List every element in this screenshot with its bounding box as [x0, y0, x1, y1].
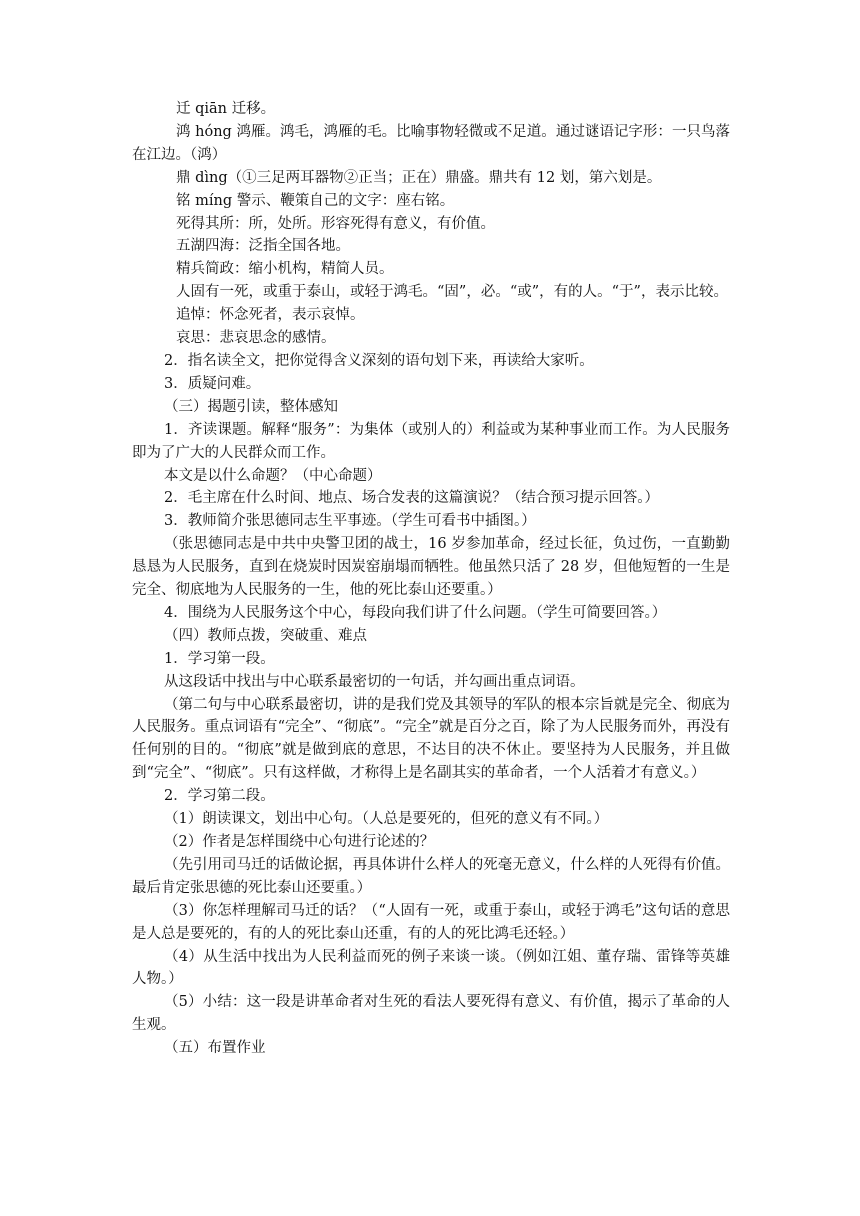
- lesson-plan-body: [132, 98, 730, 1060]
- paragraph: 哀思：悲哀思念的感情。: [176, 330, 336, 347]
- paragraph: 鼎 dìng（①三足两耳器物②正当；正在）鼎盛。鼎共有 12 划，第六划是。: [176, 169, 662, 186]
- paragraph: （3）你怎样理解司马迁的话？（“人固有一死，或重于泰山，或轻于鸿毛”这句话的意思是人总是要死的，有的人的死比泰山还重，有的人的死比鸿毛还轻。）: [132, 902, 730, 942]
- paragraph: 鸿 hóng 鸿雁。鸿毛，鸿雁的毛。比喻事物轻微或不足道。通过谜语记字形：一只鸟落在江边。（鸿）: [132, 123, 730, 163]
- paragraph: 精兵简政：缩小机构，精简人员。: [176, 261, 394, 278]
- paragraph: 铭 míng 警示、鞭策自己的文字：座右铭。: [176, 192, 455, 209]
- paragraph: 从这段话中找出与中心联系最密切的一句话，并勾画出重点词语。: [164, 673, 585, 690]
- paragraph: 追悼：怀念死者，表示哀悼。: [176, 307, 365, 324]
- paragraph: 人固有一死，或重于泰山，或轻于鸿毛。“固”，必。“或”，有的人。“于”，表示比较。: [176, 284, 728, 301]
- paragraph: （第二句与中心联系最密切，讲的是我们党及其领导的军队的根本宗旨就是完全、彻底为人民服务。重点词语有“完全”、“彻底”。“完全”就是百分之百，除了为人民服务而外，再没有任何别的目的。“彻底”就是做到底的意思，不达目的决不休止。要坚持为人民服务，并且做到“完全”、“彻底”。只有这样做，才称得上是名副其实的革命者，一个人活着才有意义。）: [132, 696, 730, 782]
- paragraph: （张思德同志是中共中央警卫团的战士，16 岁参加革命，经过长征，负过伤，一直勤勤恳恳为人民服务，直到在烧炭时因炭窑崩塌而牺牲。他虽然只活了 28 岁，但他短暂的一生是完全、彻底地为人民服务的一生，他的死比泰山还要重。）: [132, 536, 730, 599]
- paragraph: 五湖四海：泛指全国各地。: [176, 238, 350, 255]
- paragraph: 1．学习第一段。: [164, 650, 275, 667]
- paragraph: 死得其所：所，处所。形容死得有意义，有价值。: [176, 215, 495, 232]
- section-heading: （五）布置作业: [164, 1040, 266, 1057]
- paragraph: 3．质疑问难。: [164, 375, 261, 392]
- paragraph: 4．围绕为人民服务这个中心，每段向我们讲了什么问题。（学生可简要回答。）: [164, 604, 667, 621]
- paragraph: 1．齐读课题。解释“服务”：为集体（或别人的）利益或为某种事业而工作。为人民服务即为了广大的人民群众而工作。: [132, 421, 730, 461]
- paragraph: （4）从生活中找出为人民利益而死的例子来谈一谈。（例如江姐、董存瑞、雷锋等英雄人物。）: [132, 948, 730, 988]
- paragraph: （5）小结：这一段是讲革命者对生死的看法人要死得有意义、有价值，揭示了革命的人生观。: [132, 994, 730, 1034]
- paragraph: （2）作者是怎样围绕中心句进行论述的？: [164, 834, 435, 850]
- paragraph: （1）朗读课文，划出中心句。（人总是要死的，但死的意义有不同。）: [164, 811, 609, 828]
- paragraph: （先引用司马迁的话做论据，再具体讲什么样人的死毫无意义，什么样的人死得有价值。最后肯定张思德的死比泰山还要重。）: [132, 856, 730, 896]
- section-heading: （四）教师点拨，突破重、难点: [164, 627, 367, 644]
- paragraph: 3．教师简介张思德同志生平事迹。（学生可看书中插图。）: [164, 513, 536, 530]
- paragraph: 本文是以什么命题？（中心命题）: [164, 467, 382, 484]
- paragraph: 迁 qiān 迁移。: [176, 101, 276, 117]
- paragraph: 2．学习第二段。: [164, 788, 275, 805]
- paragraph: 2．指名读全文，把你觉得含义深刻的语句划下来，再读给大家听。: [164, 352, 594, 369]
- paragraph: 2．毛主席在什么时间、地点、场合发表的这篇演说？（结合预习提示回答。）: [164, 490, 659, 507]
- section-heading: （三）揭题引读，整体感知: [164, 398, 338, 415]
